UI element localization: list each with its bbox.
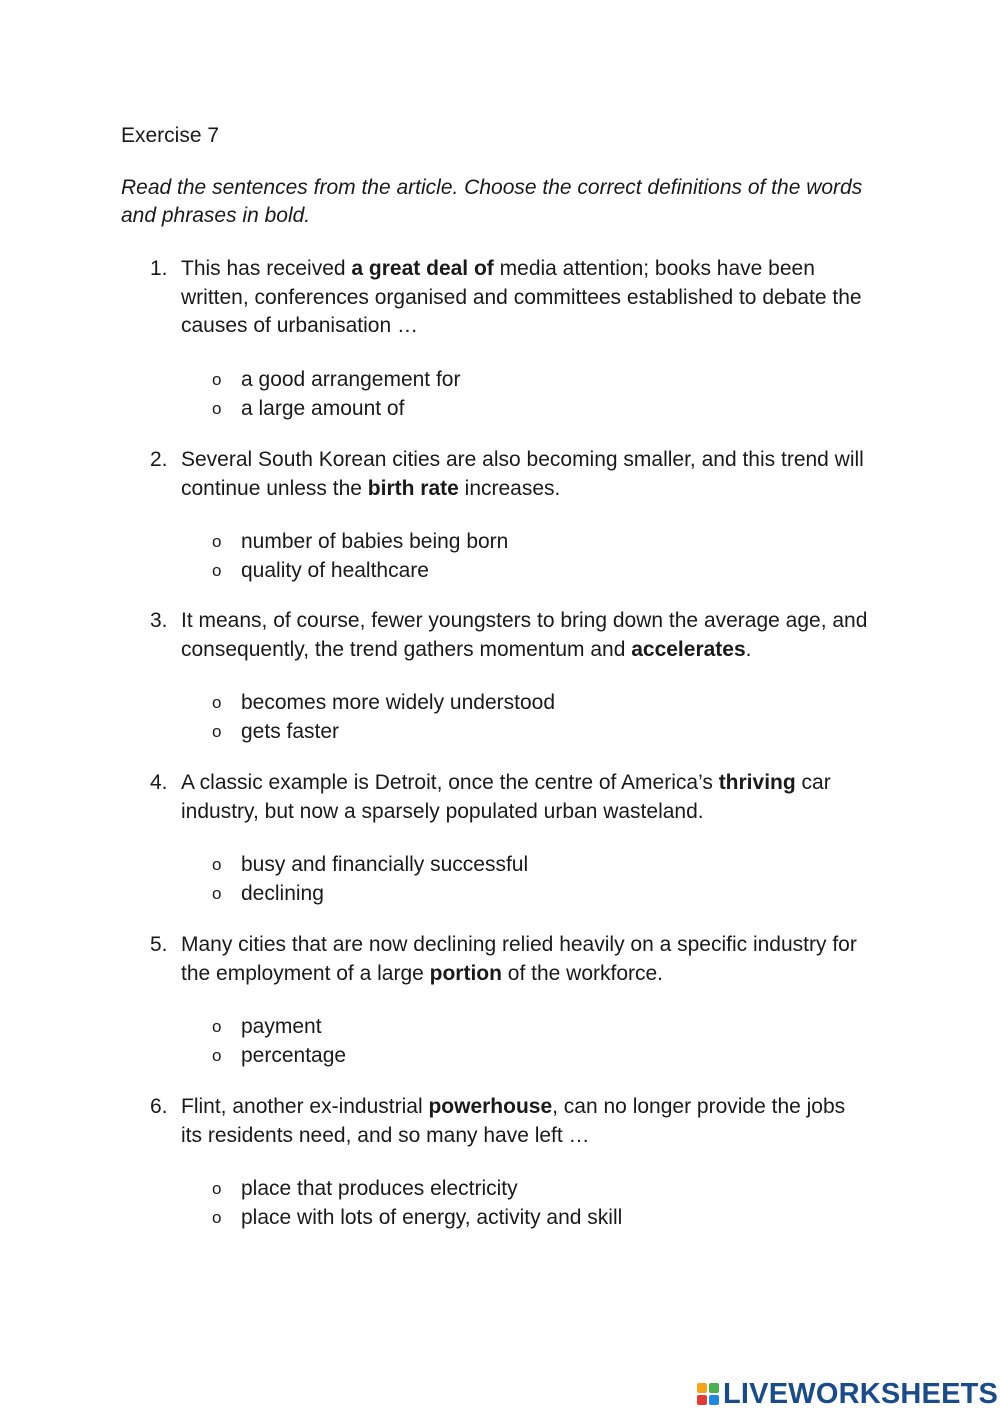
question-text: Flint, another ex-industrial powerhouse, can no longer provide the jobs its residents need, and so many have left … (181, 1095, 846, 1147)
radio-bullet-icon[interactable]: o (212, 1208, 222, 1227)
option-label: gets faster (241, 720, 340, 743)
radio-bullet-icon[interactable]: o (212, 532, 222, 551)
option-list (150, 365, 870, 423)
question-number: 3. (150, 609, 168, 632)
option-item[interactable] (150, 1012, 870, 1041)
option-item[interactable] (150, 688, 870, 717)
option-label: busy and financially successful (241, 853, 529, 876)
radio-bullet-icon[interactable]: o (212, 1017, 222, 1036)
question-text: Several South Korean cities are also becoming smaller, and this trend will continue unless the birth rate increases. (181, 448, 864, 500)
bold-term: a great deal of (351, 257, 494, 280)
question-text: This has received a great deal of media attention; books have been written, conferences organised and committees established to debate the causes of urbanisation … (181, 257, 862, 337)
option-item[interactable] (150, 365, 870, 394)
question-text: Many cities that are now declining relied heavily on a specific industry for the employment of a large portion of the workforce. (181, 933, 857, 985)
question-3 (150, 607, 870, 746)
option-item[interactable] (150, 1203, 870, 1232)
option-label: place that produces electricity (241, 1177, 518, 1200)
option-item[interactable] (150, 527, 870, 556)
option-label: number of babies being born (241, 530, 509, 553)
bold-term: portion (429, 961, 502, 985)
question-1 (150, 255, 870, 423)
option-list (150, 1012, 870, 1070)
exercise-title: Exercise 7 (121, 124, 220, 147)
question-4 (150, 769, 870, 908)
option-item[interactable] (150, 394, 870, 423)
option-label: place with lots of energy, activity and skill (241, 1206, 623, 1229)
radio-bullet-icon[interactable]: o (212, 693, 222, 712)
bold-term: thriving (718, 771, 796, 794)
radio-bullet-icon[interactable]: o (212, 722, 222, 741)
logo-blocks-icon (697, 1383, 719, 1405)
option-label: a good arrangement for (241, 367, 461, 391)
option-label: declining (241, 882, 324, 905)
question-5 (150, 931, 870, 1070)
radio-bullet-icon[interactable]: o (212, 369, 222, 389)
question-number: 6. (150, 1095, 168, 1118)
radio-bullet-icon[interactable]: o (212, 398, 222, 418)
question-number: 4. (150, 771, 168, 794)
option-item[interactable] (150, 879, 870, 908)
option-list (150, 1174, 870, 1232)
radio-bullet-icon[interactable]: o (212, 884, 222, 903)
logo-block (709, 1383, 719, 1393)
logo-block (697, 1395, 707, 1405)
instructions: Read the sentences from the article. Choose the correct definitions of the words and phrases in bold. (121, 176, 863, 227)
option-label: a large amount of (241, 396, 405, 420)
question-number: 2. (150, 448, 168, 471)
question-6 (150, 1093, 870, 1232)
option-label: percentage (241, 1044, 347, 1067)
bold-term: accelerates (631, 637, 746, 661)
radio-bullet-icon[interactable]: o (212, 855, 222, 874)
logo-block (697, 1383, 707, 1393)
option-item[interactable] (150, 556, 870, 585)
logo-block (709, 1395, 719, 1405)
option-item[interactable] (150, 717, 870, 746)
radio-bullet-icon[interactable]: o (212, 1179, 222, 1198)
option-list (150, 688, 870, 746)
option-list (150, 850, 870, 908)
question-text: It means, of course, fewer youngsters to bring down the average age, and consequently, the trend gathers momentum and accelerates. (181, 609, 868, 661)
question-number: 1. (150, 257, 168, 280)
option-label: becomes more widely understood (241, 691, 555, 714)
question-2 (150, 446, 870, 585)
bold-term: birth rate (367, 476, 459, 500)
radio-bullet-icon[interactable]: o (212, 1046, 222, 1065)
radio-bullet-icon[interactable]: o (212, 561, 222, 580)
logo-text: LIVEWORKSHEETS (723, 1377, 999, 1410)
option-item[interactable] (150, 1041, 870, 1070)
bold-term: powerhouse (428, 1095, 553, 1118)
option-item[interactable] (150, 1174, 870, 1203)
liveworksheets-logo[interactable] (697, 1376, 998, 1412)
option-list (150, 527, 870, 585)
question-text: A classic example is Detroit, once the centre of America’s thriving car industry, but now a sparsely populated urban wasteland. (181, 771, 831, 823)
option-label: quality of healthcare (241, 559, 429, 582)
question-number: 5. (150, 933, 168, 956)
option-item[interactable] (150, 850, 870, 879)
option-label: payment (241, 1015, 322, 1038)
